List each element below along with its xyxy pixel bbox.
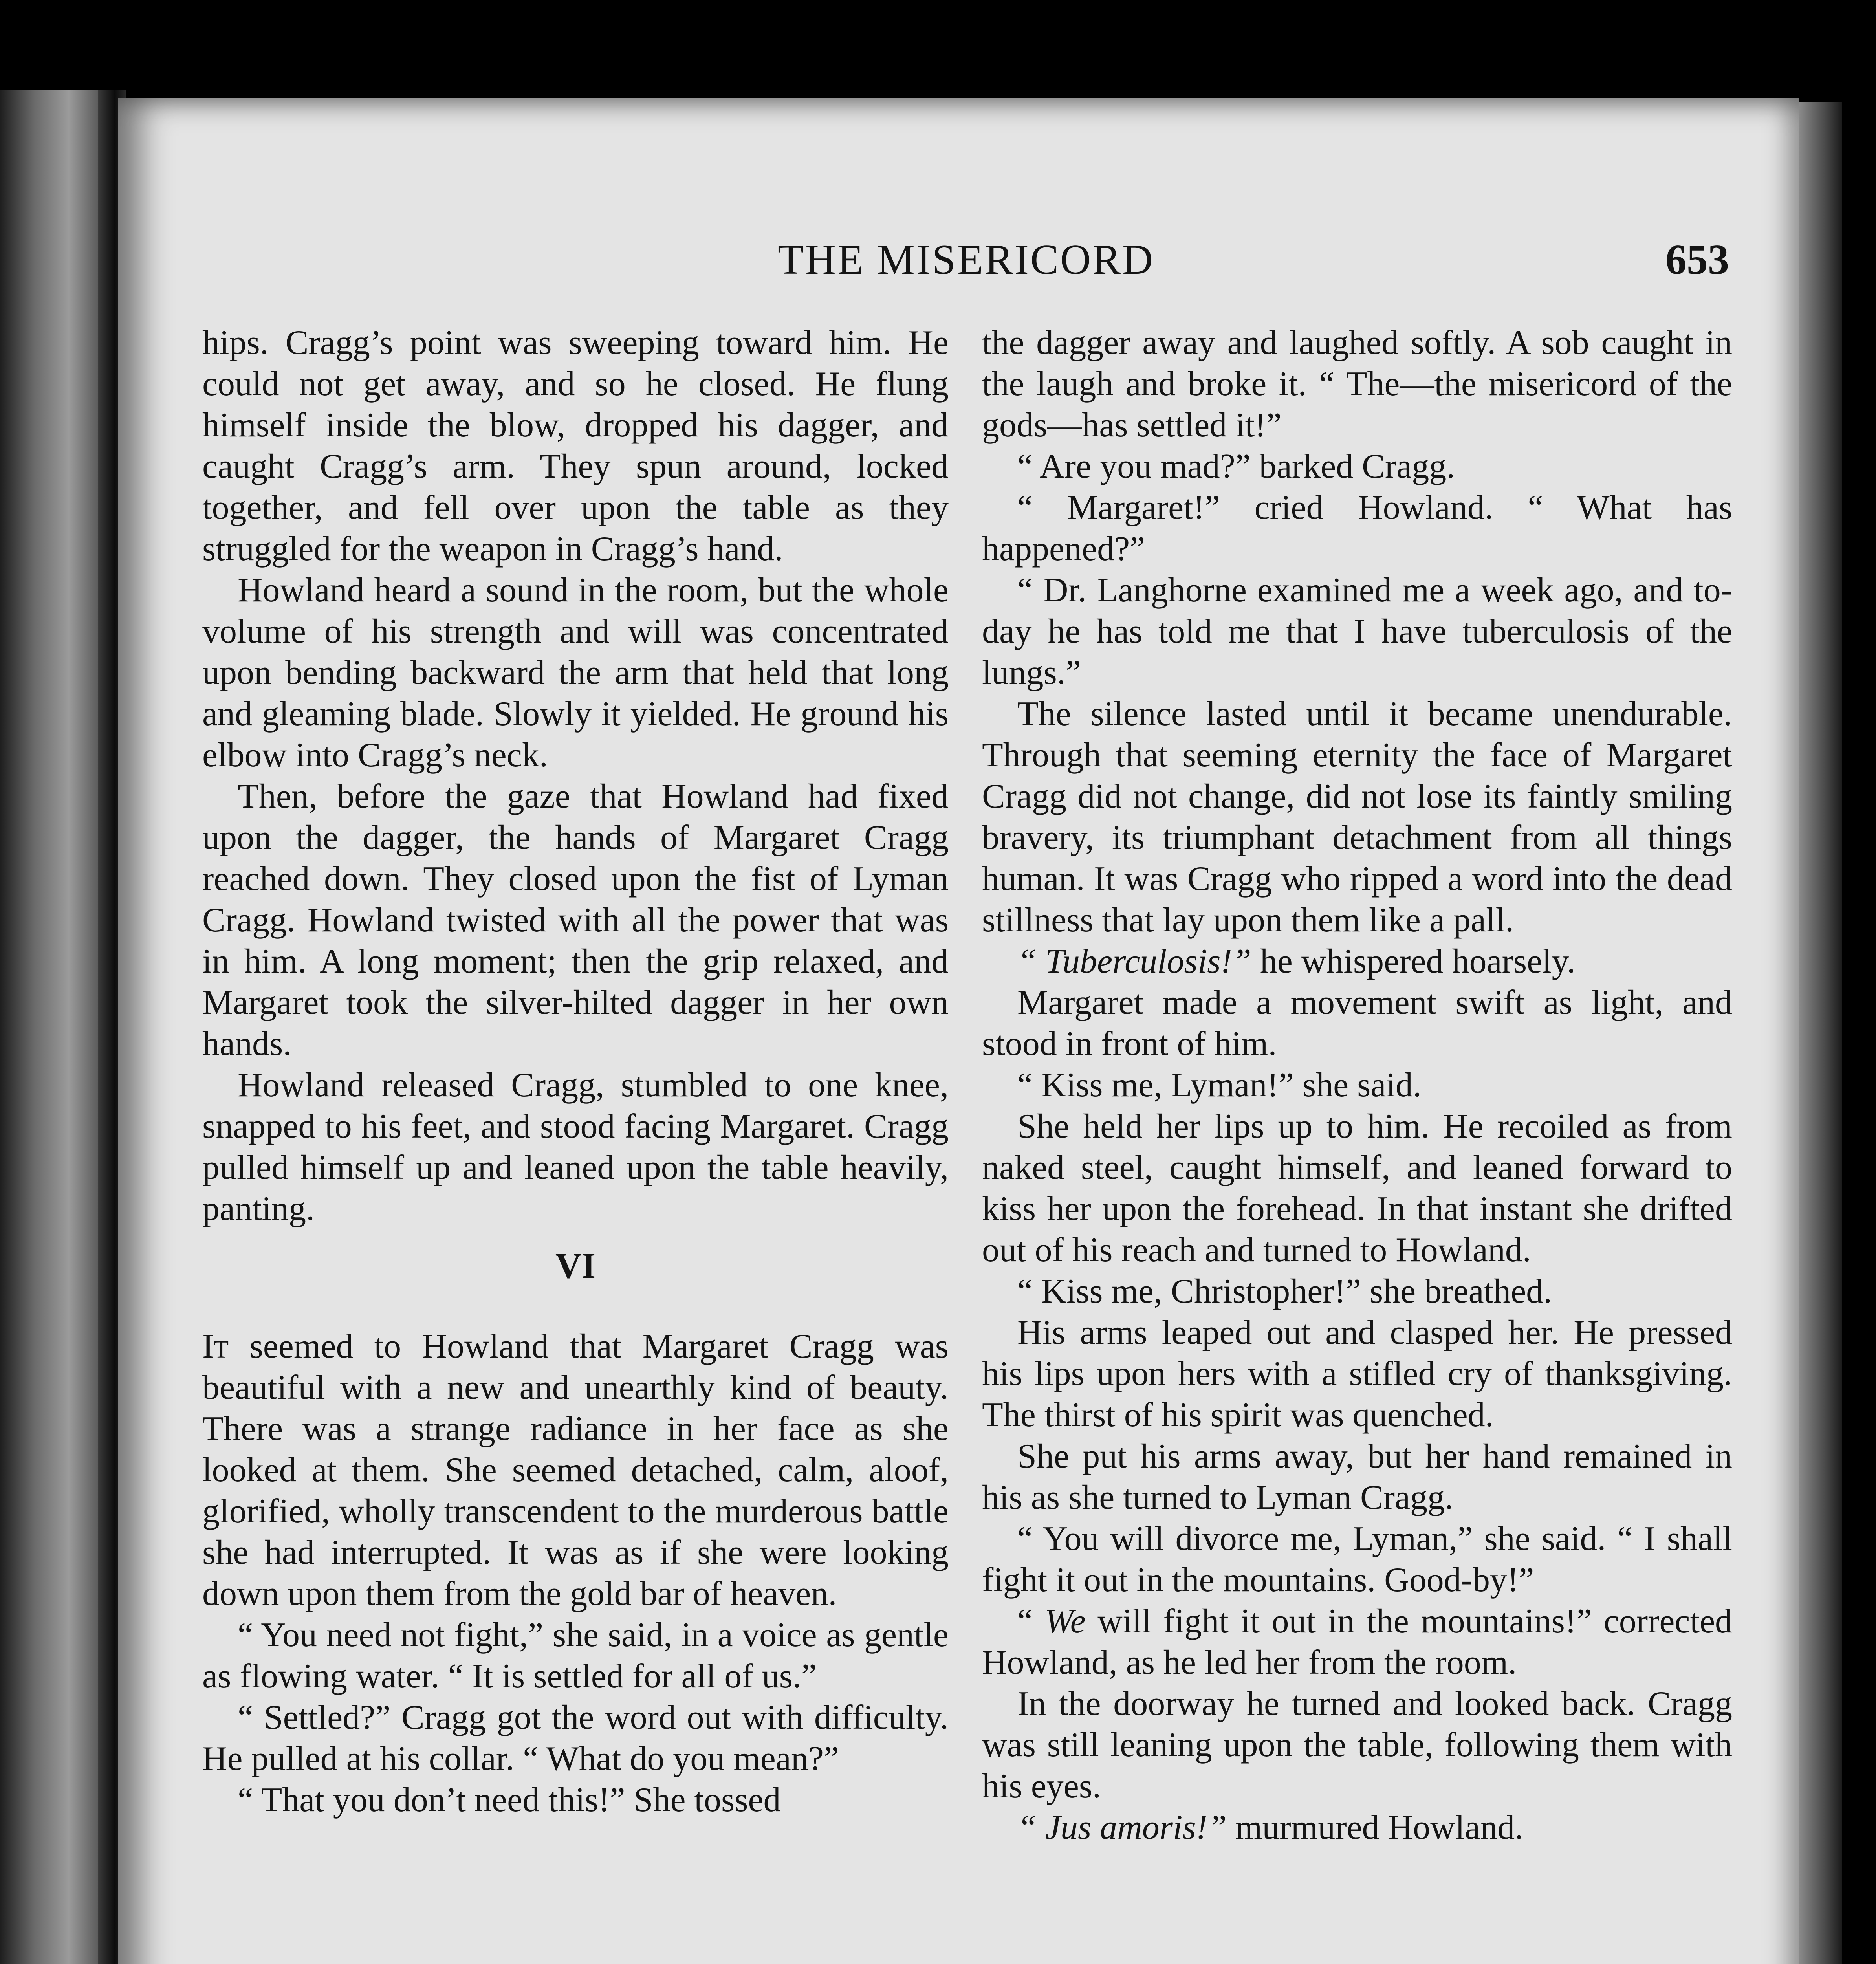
paragraph: “ Kiss me, Christopher!” she breathed.	[1017, 1272, 1552, 1310]
paragraph-text: seemed to Howland that Margaret Cragg was beautiful with a new and unearthly kind of beauty. There was a strange radiance in her face as she looked at them. She seemed detached, calm, aloof, glorified, wholly transcendent to the murderous battle she had interrupted. It was as if she were looking down upon them from the gold bar of heaven.	[202, 1327, 949, 1613]
paragraph: “ Dr. Langhorne examined me a week ago, and to-day he has told me that I have tuberculosis of the lungs.”	[982, 571, 1732, 692]
paragraph: In the doorway he turned and looked back. Cragg was still leaning upon the table, following them with his eyes.	[982, 1685, 1732, 1805]
italic-word: We	[1044, 1602, 1086, 1640]
page-number: 653	[1665, 236, 1729, 283]
paragraph: Howland released Cragg, stumbled to one knee, snapped to his feet, and stood facing Margaret. Cragg pulled himself up and leaned upon the table heavily, panting.	[202, 1066, 949, 1228]
paragraph: “ You need not fight,” she said, in a voice as gentle as flowing water. “ It is settled for all of us.”	[202, 1616, 949, 1695]
paragraph-text: he whispered hoarsely.	[1251, 942, 1576, 980]
left-column	[202, 322, 949, 1821]
paragraph: hips. Cragg’s point was sweeping toward him. He could not get away, and so he closed. He flung himself inside the blow, dropped his dagger, and caught Cragg’s arm. They spun around, locked together, and fell over upon the table as they struggled for the weapon in Cragg’s hand.	[202, 324, 949, 568]
running-head: THE MISERICORD	[778, 236, 1155, 283]
paragraph	[982, 1807, 1732, 1848]
paragraph-text: will fight it out in the mountains!” corrected Howland, as he led her from the room.	[982, 1602, 1732, 1682]
paragraph: His arms leaped out and clasped her. He pressed his lips upon hers with a stifled cry of thanksgiving. The thirst of his spirit was quenched.	[982, 1314, 1732, 1434]
paragraph: “ That you don’t need this!” She tossed	[238, 1781, 781, 1819]
paragraph: “ Settled?” Cragg got the word out with difficulty. He pulled at his collar. “ What do you mean?”	[202, 1698, 949, 1778]
paragraph: Then, before the gaze that Howland had fixed upon the dagger, the hands of Margaret Cragg reached down. They closed upon the fist of Lyman Cragg. Howland twisted with all the power that was in him. A long moment; then the grip relaxed, and Margaret took the silver-hilted dagger in her own hands.	[202, 777, 949, 1063]
section-heading: VI	[555, 1246, 596, 1286]
paragraph	[982, 1601, 1732, 1683]
paragraph: “ Margaret!” cried Howland. “ What has happened?”	[982, 489, 1732, 568]
paragraph: She put his arms away, but her hand remained in his as she turned to Lyman Cragg.	[982, 1437, 1732, 1517]
paragraph: Margaret made a movement swift as light, and stood in front of him.	[982, 984, 1732, 1063]
paragraph	[982, 941, 1732, 982]
paragraph-text: “	[1017, 1602, 1045, 1640]
paragraph: The silence lasted until it became unendurable. Through that seeming eternity the face of Margaret Cragg did not change, did not lose its faintly smiling bravery, its triumphant detachment from all things human. It was Cragg who ripped a word into the dead stillness that lay upon them like a pall.	[982, 695, 1732, 939]
paragraph: “ Kiss me, Lyman!” she said.	[1017, 1066, 1422, 1104]
right-column	[982, 322, 1732, 1848]
italic-quote: “ Jus amoris!”	[1017, 1808, 1227, 1847]
paragraph: “ Are you mad?” barked Cragg.	[1017, 447, 1455, 486]
section-first-word: It	[202, 1327, 229, 1365]
paragraph: the dagger away and laughed softly. A sob caught in the laugh and broke it. “ The—the misericord of the gods—has settled it!”	[982, 324, 1732, 444]
paragraph: “ You will divorce me, Lyman,” she said. “ I shall fight it out in the mountains. Good-by!”	[982, 1520, 1732, 1599]
paragraph	[202, 1326, 949, 1614]
paragraph-text: murmured Howland.	[1226, 1808, 1524, 1847]
paragraph: Howland heard a sound in the room, but the whole volume of his strength and will was concentrated upon bending backward the arm that held that long and gleaming blade. Slowly it yielded. He ground his elbow into Cragg’s neck.	[202, 571, 949, 774]
italic-quote: “ Tuberculosis!”	[1017, 942, 1251, 980]
paragraph: She held her lips up to him. He recoiled as from naked steel, caught himself, and leaned forward to kiss her upon the forehead. In that instant she drifted out of his reach and turned to Howland.	[982, 1107, 1732, 1269]
left-page-edge	[0, 90, 98, 1964]
right-page-edge	[1799, 102, 1842, 1964]
